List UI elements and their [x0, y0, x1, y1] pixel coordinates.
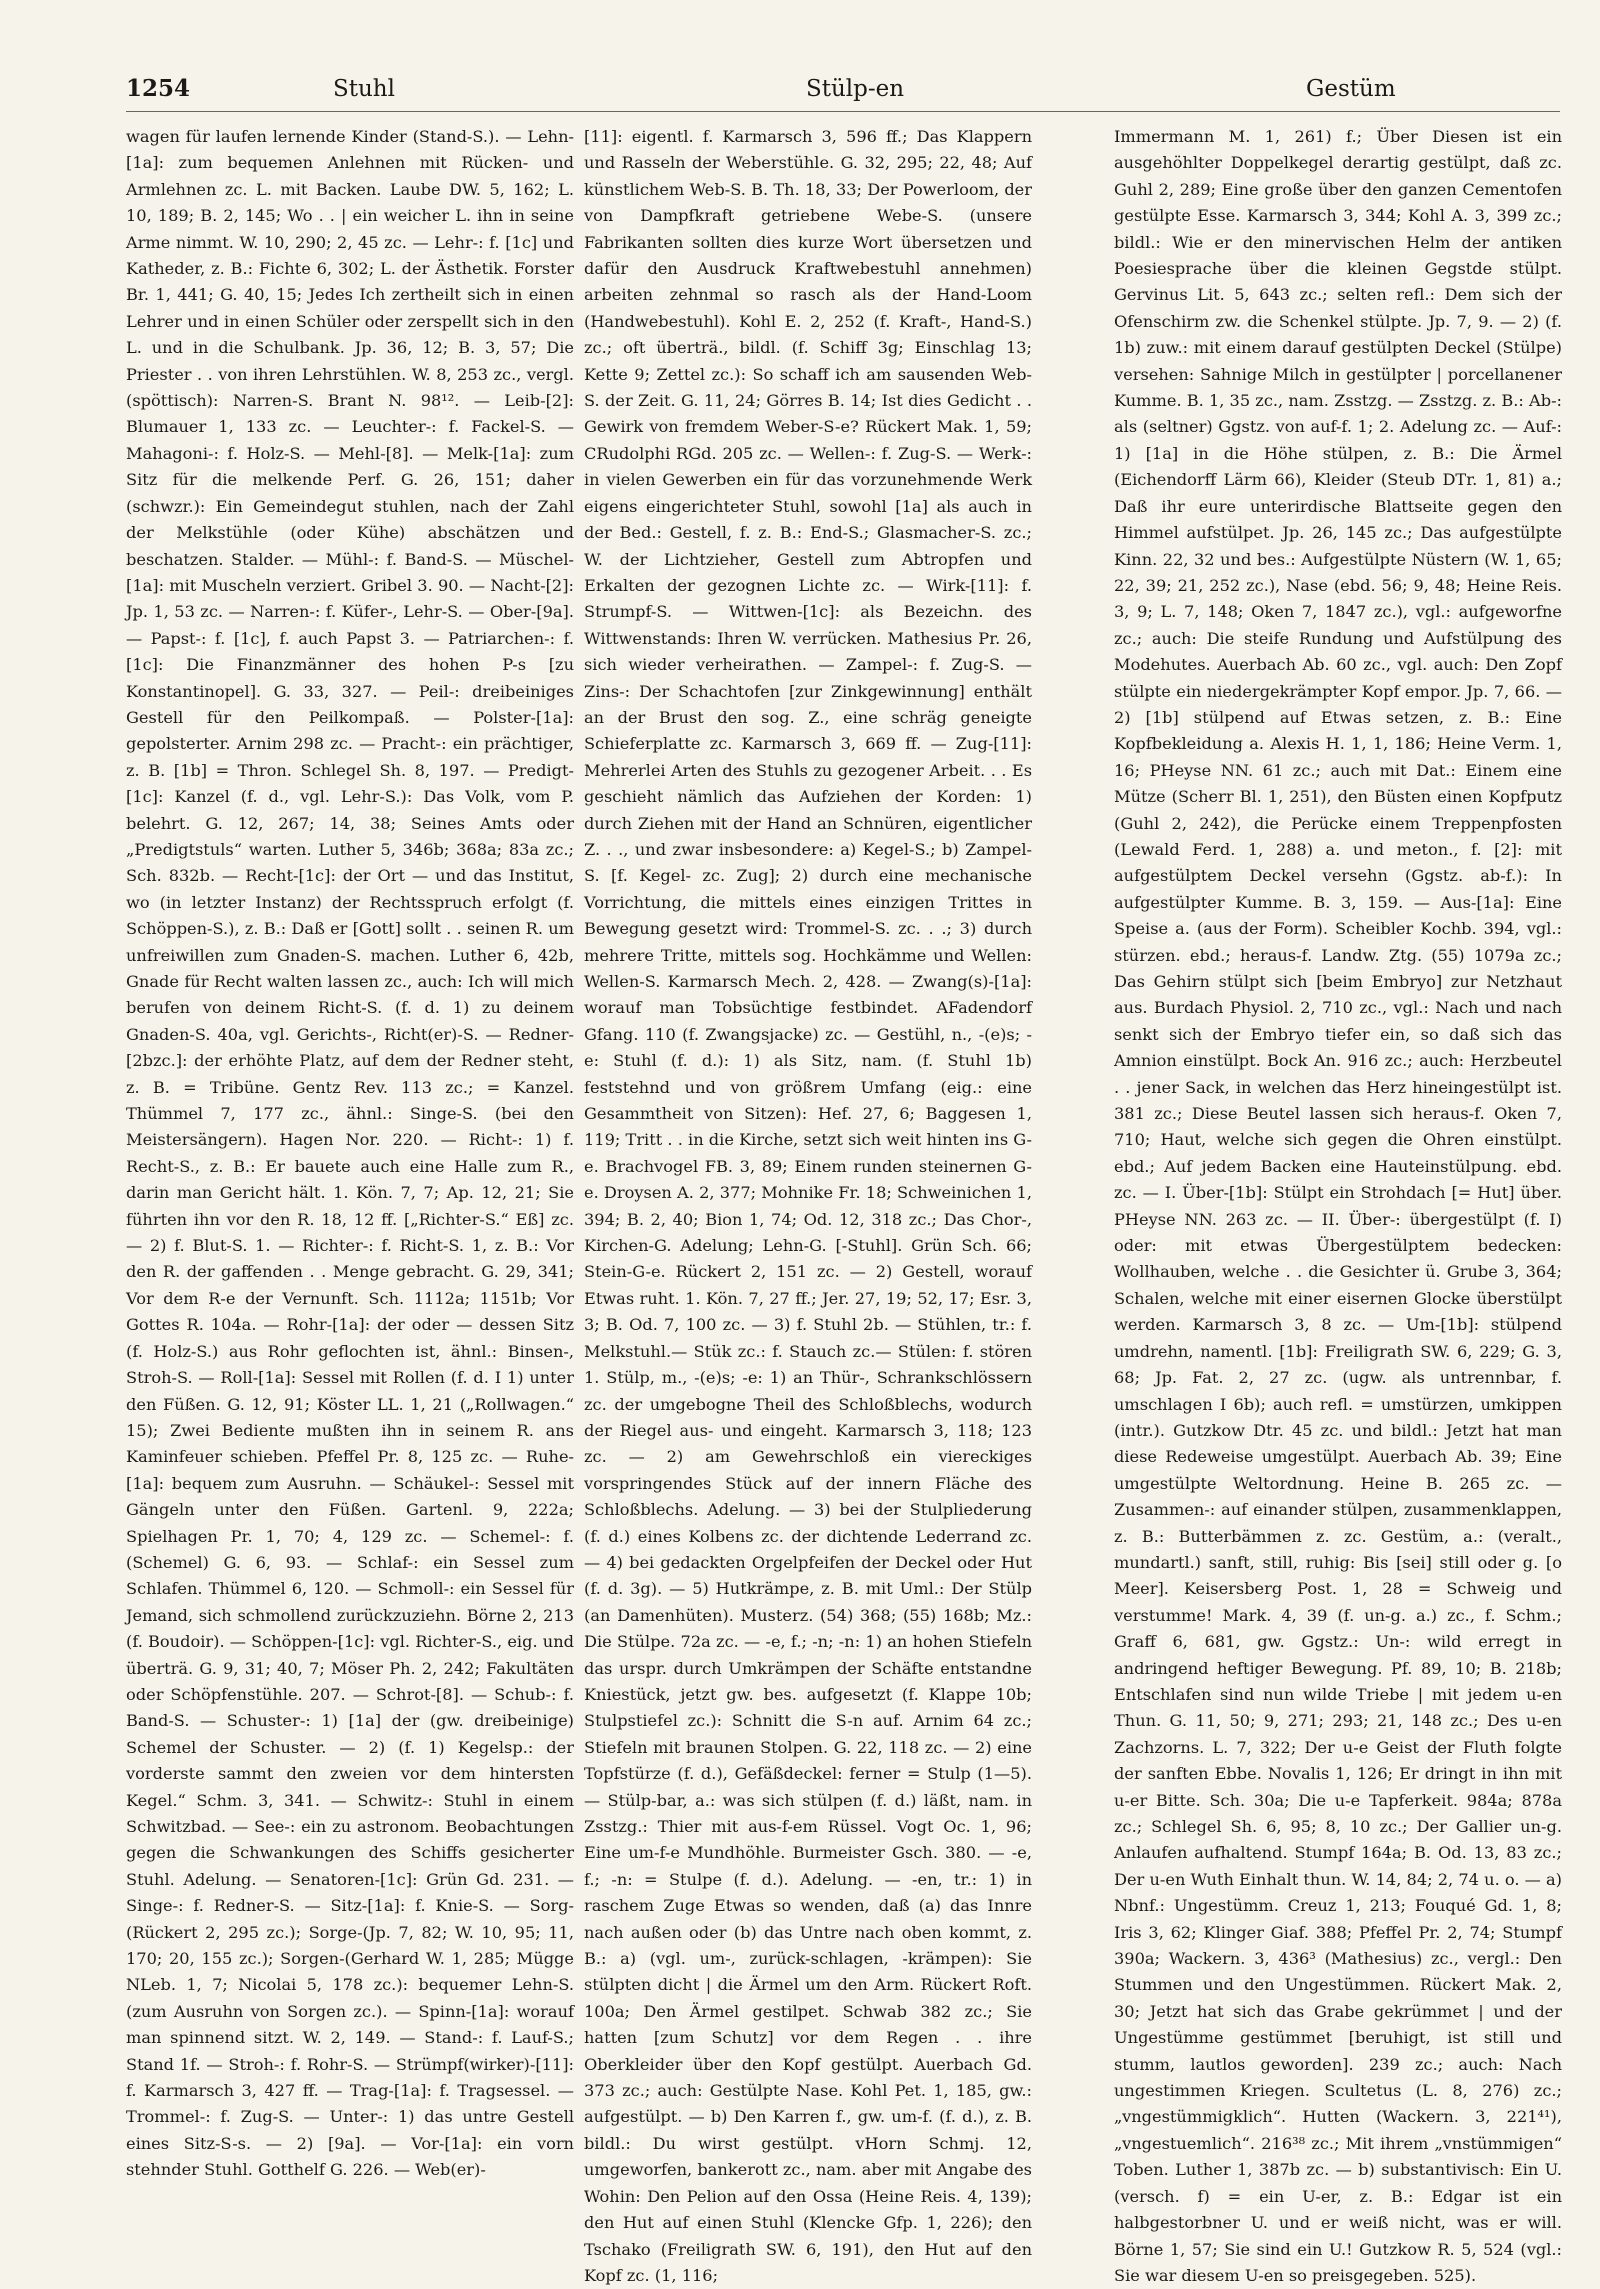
column-2-text: [11]: eigentl. f. Karmarsch 3, 596 ff.; Das Klappern und Rasseln der Weberstühle. G. 32, 295; 22, 48; Auf künstlichem Web-S. B. Th. 18, 33; Der Powerloom, der von Dampfkraft getriebene Webe-S. (unsere Fabrikanten sollten dies kurze Wort übersetzen und dafür den Ausdruck Kraftwebestuhl annehmen) arbeiten zehnmal so rasch als der Hand-Loom (Handwebestuhl). Kohl E. 2, 252 (f. Kraft-, Hand-S.) zc.; oft überträ., bildl. (f. Schiff 3g; Einschlag 13; Kette 9; Zettel zc.): So schaff ich am sausenden Web-S. der Zeit. G. 11, 24; Görres B. 14; Ist dies Gedicht . . Gewirk von fremdem Weber-S-e? Rückert Mak. 1, 59; CRudolphi RGd. 205 zc. — Wellen-: f. Zug-S. — Werk-: in vielen Gewerben ein für das vorzunehmende Werk eigens eingerichteter Stuhl, sowohl [1a] als auch in der Bed.: Gestell, f. z. B.: End-S.; Glasmacher-S. zc.; W. der Lichtzieher, Gestell zum Abtropfen und Erkalten der gezognen Lichte zc. — Wirk-[11]: f. Strumpf-S. — Wittwen-[1c]: als Bezeichn. des Wittwenstands: Ihren W. verrücken. Mathesius Pr. 26, sich wieder verheirathen. — Zampel-: f. Zug-S. — Zins-: Der Schachtofen [zur Zinkgewinnung] enthält an der Brust den sog. Z., eine schräg geneigte Schieferplatte zc. Karmarsch 3, 669 ff. — Zug-[11]: Mehrerlei Arten des Stuhls zu gezogener Arbeit. . . Es geschieht nämlich das Aufziehen der Korden: 1) durch Ziehen mit der Hand an Schnüren, eigentlicher Z. . ., und zwar insbesondere: a) Kegel-S.; b) Zampel-S. [f. Kegel- zc. Zug]; 2) durch eine mechanische Vorrichtung, die mittels eines einzigen Trittes in Bewegung gesetzt wird: Trommel-S. zc. . .; 3) durch mehrere Tritte, mittels sog. Hochkämme und Wellen: Wellen-S. Karmarsch Mech. 2, 428. — Zwang(s)-[1a]: worauf man Tobsüchtige festbindet. AFadendorf Gfang. 110 (f. Zwangsjacke) zc. — Gestühl, n., -(e)s; -e: Stuhl (f. d.): 1) als Sitz, nam. (f. Stuhl 1b) feststehnd und von größrem Umfang (eig.: eine Gesammtheit von Sitzen): Hef. 27, 6; Baggesen 1, 119; Tritt . . in die Kirche, setzt sich weit hinten ins G-e. Brachvogel FB. 3, 89; Einem runden steinernen G-e. Droysen A. 2, 377; Mohnike Fr. 18; Schweinichen 1, 394; B. 2, 40; Bion 1, 74; Od. 12, 318 zc.; Das Chor-, Kirchen-G. Adelung; Lehn-G. [-Stuhl]. Grün Sch. 66; Stein-G-e. Rückert 2, 151 zc. — 2) Gestell, worauf Etwas ruht. 1. Kön. 7, 27 ff.; Jer. 27, 19; 52, 17; Esr. 3, 3; B. Od. 7, 100 zc. — 3) f. Stuhl 2b. — Stühlen, tr.: f. Melkstuhl.— Stük zc.: f. Stauch zc.— Stülen: f. stören 1. Stülp, m., -(e)s; -e: 1) an Thür-, Schrankschlössern zc. der umgebogne Theil des Schloßblechs, wodurch der Riegel aus- und eingeht. Karmarsch 3, 118; 123 zc. — 2) am Gewehrschloß ein viereckiges vorspringendes Stück auf der innern Fläche des Schloßblechs. Adelung. — 3) bei der Stulpliederung (f. d.) eines Kolbens zc. der dichtende Lederrand zc. — 4) bei gedackten Orgelpfeifen der Deckel oder Hut (f. d. 3g). — 5) Hutkrämpe, z. B. mit Uml.: Der Stülp (an Damenhüten). Musterz. (54) 368; (55) 168b; Mz.: Die Stülpe. 72a zc. — -e, f.; -n; -n: 1) an hohen Stiefeln das urspr. durch Umkrämpen der Schäfte entstandne Kniestück, jetzt gw. bes. aufgesetzt (f. Klappe 10b; Stulpstiefel zc.): Schnitt die S-n auf. Arnim 64 zc.; Stiefeln mit braunen Stolpen. G. 22, 118 zc. — 2) eine Topfstürze (f. d.), Gefäßdeckel: ferner = Stulp (1—5). — Stülp-bar, a.: was sich stülpen (f. d.) läßt, nam. in Zsstzg.: Thier mit aus-f-em Rüssel. Vogt Oc. 1, 96; Eine um-f-e Mundhöhle. Burmeister Gsch. 380. — -e, f.; -n: = Stulpe (f. d.). Adelung. — -en, tr.: 1) in raschem Zuge Etwas so wenden, daß (a) das Innre nach außen oder (b) das Untre nach oben kommt, z. B.: a) (vgl. um-, zurück-schlagen, -krämpen): Sie stülpten dicht | die Ärmel um den Arm. Rückert Roft. 100a; Den Ärmel gestilpet. Schwab 382 zc.; Sie hatten [zum Schutz] vor dem Regen . . ihre Oberkleider über den Kopf gestülpt. Auerbach Gd. 373 zc.; auch: Gestülpte Nase. Kohl Pet. 1, 185, gw.: aufgestülpt. — b) Den Karren f., gw. um-f. (f. d.), z. B. bildl.: Du wirst gestülpt. vHorn Schmj. 12, umgeworfen, bankerott zc., nam. aber mit Angabe des Wohin: Den Pelion auf den Ossa (Heine Reis. 4, 139); den Hut auf einen Stuhl (Klencke Gfp. 1, 226); den Tschako (Freiligrath SW. 6, 191), den Hut auf den Kopf zc. (1, 116;: [584, 127, 1032, 2285]
header-rule: [126, 111, 1560, 112]
left-headword: Stuhl: [333, 76, 395, 102]
column-1: [126, 124, 574, 2180]
page-number: 1254: [126, 75, 191, 102]
column-2: [584, 124, 1032, 2285]
column-1-text: wagen für laufen lernende Kinder (Stand-S.). — Lehn-[1a]: zum bequemen Anlehnen mit Rücken- und Armlehnen zc. L. mit Backen. Laube DW. 5, 162; L. 10, 189; B. 2, 145; Wo . . | ein weicher L. ihn in seine Arme nimmt. W. 10, 290; 2, 45 zc. — Lehr-: f. [1c] und Katheder, z. B.: Fichte 6, 302; L. der Ästhetik. Forster Br. 1, 441; G. 40, 15; Jedes Ich zertheilt sich in einen Lehrer und in einen Schüler oder zerspellt sich in den L. und in die Schulbank. Jp. 36, 12; B. 3, 57; Die Priester . . von ihren Lehrstühlen. W. 8, 253 zc., vergl. (spöttisch): Narren-S. Brant N. 98¹². — Leib-[2]: Blumauer 1, 133 zc. — Leuchter-: f. Fackel-S. — Mahagoni-: f. Holz-S. — Mehl-[8]. — Melk-[1a]: zum Sitz für die melkende Perf. G. 26, 151; daher (schwzr.): Ein Gemeindegut stuhlen, nach der Zahl der Melkstühle (oder Kühe) abschätzen und beschatzen. Stalder. — Mühl-: f. Band-S. — Müschel-[1a]: mit Muscheln verziert. Gribel 3. 90. — Nacht-[2]: Jp. 1, 53 zc. — Narren-: f. Küfer-, Lehr-S. — Ober-[9a]. — Papst-: f. [1c], f. auch Papst 3. — Patriarchen-: f. [1c]: Die Finanzmänner des hohen P-s [zu Konstantinopel]. G. 33, 327. — Peil-: dreibeiniges Gestell für den Peilkompaß. — Polster-[1a]: gepolsterter. Arnim 298 zc. — Pracht-: ein prächtiger, z. B. [1b] = Thron. Schlegel Sh. 8, 197. — Predigt-[1c]: Kanzel (f. d., vgl. Lehr-S.): Das Volk, vom P. belehrt. G. 12, 267; 14, 38; Seines Amts oder „Predigtstuls“ warten. Luther 5, 346b; 368a; 83a zc.; Sch. 832b. — Recht-[1c]: der Ort — und das Institut, wo (in letzter Instanz) der Rechtsspruch erfolgt (f. Schöppen-S.), z. B.: Daß er [Gott] sollt . . seinen R. um unfreiwillen zum Gnaden-S. machen. Luther 6, 42b, Gnade für Recht walten lassen zc., auch: Ich will mich berufen von deinem Richt-S. (f. d. 1) zu deinem Gnaden-S. 40a, vgl. Gerichts-, Richt(er)-S. — Redner-[2bzc.]: der erhöhte Platz, auf dem der Redner steht, z. B. = Tribüne. Gentz Rev. 113 zc.; = Kanzel. Thümmel 7, 177 zc., ähnl.: Singe-S. (bei den Meistersängern). Hagen Nor. 220. — Richt-: 1) f. Recht-S., z. B.: Er bauete auch eine Halle zum R., darin man Gericht hält. 1. Kön. 7, 7; Ap. 12, 21; Sie führten ihn vor den R. 18, 12 ff. [„Richter-S.“ Eß] zc. — 2) f. Blut-S. 1. — Richter-: f. Richt-S. 1, z. B.: Vor den R. der gaffenden . . Menge gebracht. G. 29, 341; Vor dem R-e der Vernunft. Sch. 1112a; 1151b; Vor Gottes R. 104a. — Rohr-[1a]: der oder — dessen Sitz (f. Holz-S.) aus Rohr geflochten ist, ähnl.: Binsen-, Stroh-S. — Roll-[1a]: Sessel mit Rollen (f. d. I 1) unter den Füßen. G. 12, 91; Köster LL. 1, 21 („Rollwagen.“ 15); Zwei Bediente mußten ihn in seinem R. ans Kaminfeuer schieben. Pfeffel Pr. 8, 125 zc. — Ruhe-[1a]: bequem zum Ausruhn. — Schäukel-: Sessel mit Gängeln unter den Füßen. Gartenl. 9, 222a; Spielhagen Pr. 1, 70; 4, 129 zc. — Schemel-: f. (Schemel) G. 6, 93. — Schlaf-: ein Sessel zum Schlafen. Thümmel 6, 120. — Schmoll-: ein Sessel für Jemand, sich schmollend zurückzuziehn. Börne 2, 213 (f. Boudoir). — Schöppen-[1c]: vgl. Richter-S., eig. und überträ. G. 9, 31; 40, 7; Möser Ph. 2, 242; Fakultäten oder Schöpfenstühle. 207. — Schrot-[8]. — Schub-: f. Band-S. — Schuster-: 1) [1a] der (gw. dreibeinige) Schemel der Schuster. — 2) (f. 1) Kegelsp.: der vorderste sammt den zweien vor dem hintersten Kegel.“ Schm. 3, 341. — Schwitz-: Stuhl in einem Schwitzbad. — See-: ein zu astronom. Beobachtungen gegen die Schwankungen des Schiffs gesicherter Stuhl. Adelung. — Senatoren-[1c]: Grün Gd. 231. — Singe-: f. Redner-S. — Sitz-[1a]: f. Knie-S. — Sorg-(Rückert 2, 295 zc.); Sorge-(Jp. 7, 82; W. 10, 95; 11, 170; 20, 155 zc.); Sorgen-(Gerhard W. 1, 285; Mügge NLeb. 1, 7; Nicolai 5, 178 zc.): bequemer Lehn-S. (zum Ausruhn von Sorgen zc.). — Spinn-[1a]: worauf man spinnend sitzt. W. 2, 149. — Stand-: f. Lauf-S.; Stand 1f. — Stroh-: f. Rohr-S. — Strümpf(wirker)-[11]: f. Karmarsch 3, 427 ff. — Trag-[1a]: f. Tragsessel. — Trommel-: f. Zug-S. — Unter-: 1) das untre Gestell eines Sitz-S-s. — 2) [9a]. — Vor-[1a]: ein vorn stehnder Stuhl. Gotthelf G. 226. — Web(er)-: [126, 127, 574, 2180]
page-header: [126, 74, 1560, 110]
right-headword: Gestüm: [1306, 76, 1396, 102]
center-headword: Stülp-en: [806, 76, 905, 102]
column-3: [1114, 124, 1562, 2285]
column-3-text: Immermann M. 1, 261) f.; Über Diesen ist ein ausgehöhlter Doppelkegel derartig gestülpt, daß zc. Guhl 2, 289; Eine große über den ganzen Cementofen gestülpte Esse. Karmarsch 3, 344; Kohl A. 3, 399 zc.; bildl.: Wie er den minervischen Helm der antiken Poesiesprache über die kleinen Gegstde stülpt. Gervinus Lit. 5, 643 zc.; selten refl.: Dem sich der Ofenschirm zw. die Schenkel stülpte. Jp. 7, 9. — 2) (f. 1b) zuw.: mit einem darauf gestülpten Deckel (Stülpe) versehen: Sahnige Milch in gestülpter | porcellanener Kumme. B. 1, 35 zc., nam. Zsstzg. — Zsstzg. z. B.: Ab-: als (seltner) Ggstz. von auf-f. 1; 2. Adelung zc. — Auf-: 1) [1a] in die Höhe stülpen, z. B.: Die Ärmel (Eichendorff Lärm 66), Kleider (Steub DTr. 1, 81) a.; Daß ihr eure unterirdische Blattseite gegen den Himmel aufstülpet. Jp. 26, 145 zc.; Das aufgestülpte Kinn. 22, 32 und bes.: Aufgestülpte Nüstern (W. 1, 65; 22, 39; 21, 252 zc.), Nase (ebd. 56; 9, 48; Heine Reis. 3, 9; L. 7, 148; Oken 7, 1847 zc.), vgl.: aufgeworfne zc.; auch: Die steife Rundung und Aufstülpung des Modehutes. Auerbach Ab. 60 zc., vgl. auch: Den Zopf stülpte ein niedergekrämpter Kopf empor. Jp. 7, 66. — 2) [1b] stülpend auf Etwas setzen, z. B.: Eine Kopfbekleidung a. Alexis H. 1, 1, 186; Heine Verm. 1, 16; PHeyse NN. 61 zc.; auch mit Dat.: Einem eine Mütze (Scherr Bl. 1, 251), den Büsten einen Kopfputz (Guhl 2, 242), die Perücke einem Treppenpfosten (Lewald Ferd. 1, 288) a. und meton., f. [2]: mit aufgestülptem Deckel versehn (Ggstz. ab-f.): In aufgestülpter Kumme. B. 3, 159. — Aus-[1a]: Eine Speise a. (aus der Form). Scheibler Kochb. 394, vgl.: stürzen. ebd.; heraus-f. Landw. Ztg. (55) 1079a zc.; Das Gehirn stülpt sich [beim Embryo] zur Netzhaut aus. Burdach Physiol. 2, 710 zc., vgl.: Nach und nach senkt sich der Embryo tiefer ein, so daß sich das Amnion einstülpt. Bock An. 916 zc.; auch: Herzbeutel . . jener Sack, in welchen das Herz hineingestülpt ist. 381 zc.; Diese Beutel lassen sich heraus-f. Oken 7, 710; Haut, welche sich gegen die Ohren einstülpt. ebd.; Auf jedem Backen eine Hauteinstülpung. ebd. zc. — I. Über-[1b]: Stülpt ein Strohdach [= Hut] über. PHeyse NN. 263 zc. — II. Über-: übergestülpt (f. I) oder: mit etwas Übergestülptem bedecken: Wollhauben, welche . . die Gesichter ü. Grube 3, 364; Schalen, welche mit einer eisernen Glocke überstülpt werden. Karmarsch 3, 8 zc. — Um-[1b]: stülpend umdrehn, namentl. [1b]: Freiligrath SW. 6, 229; G. 3, 68; Jp. Fat. 2, 27 zc. (ugw. als untrennbar, f. umschlagen I 6b); auch refl. = umstürzen, umkippen (intr.). Gutzkow Dtr. 45 zc. und bildl.: Jetzt hat man diese Redeweise umgestülpt. Auerbach Ab. 39; Eine umgestülpte Weltordnung. Heine B. 265 zc. — Zusammen-: auf einander stülpen, zusammenklappen, z. B.: Butterbämmen z. zc. Gestüm, a.: (veralt., mundartl.) sanft, still, ruhig: Bis [sei] still oder g. [o Meer]. Keisersberg Post. 1, 28 = Schweig und verstumme! Mark. 4, 39 (f. un-g. a.) zc., f. Schm.; Graff 6, 681, gw. Ggstz.: Un-: wild erregt in andringend heftiger Bewegung. Pf. 89, 10; B. 218b; Entschlafen sind nun wilde Triebe | mit jedem u-en Thun. G. 11, 50; 9, 271; 293; 21, 148 zc.; Des u-en Zachzorns. L. 7, 322; Der u-e Geist der Fluth folgte der sanften Ebbe. Novalis 1, 126; Er dringt in ihn mit u-er Bitte. Sch. 30a; Die u-e Tapferkeit. 984a; 878a zc.; Schlegel Sh. 6, 95; 8, 10 zc.; Der Gallier un-g. Anlaufen aufhaltend. Stumpf 164a; B. Od. 13, 83 zc.; Der u-en Wuth Einhalt thun. W. 14, 84; 2, 74 u. o. — a) Nbnf.: Ungestümm. Creuz 1, 213; Fouqué Gd. 1, 8; Iris 3, 62; Klinger Giaf. 388; Pfeffel Pr. 2, 74; Stumpf 390a; Wackern. 3, 436³ (Mathesius) zc., vergl.: Den Stummen und den Ungestümmen. Rückert Mak. 2, 30; Jetzt hat sich das Grabe gekrümmet | und der Ungestümme gestümmet [beruhigt, ist still und stumm, lautlos geworden]. 239 zc.; auch: Nach ungestimmen Kriegen. Scultetus (L. 8, 276) zc.; „vngestümmigklich“. Hutten (Wackern. 3, 221⁴¹), „vngestuemlich“. 216³⁸ zc.; Mit ihrem „vnstümmigen“ Toben. Luther 1, 387b zc. — b) substantivisch: Ein U. (versch. f) = ein U-er, z. B.: Edgar ist ein halbgestorbner U. und er weiß nicht, was er will. Börne 1, 57; Sie sind ein U.! Gutzkow R. 5, 524 (vgl.: Sie war diesem U-en so preisgegeben. 525).: [1114, 127, 1562, 2285]
